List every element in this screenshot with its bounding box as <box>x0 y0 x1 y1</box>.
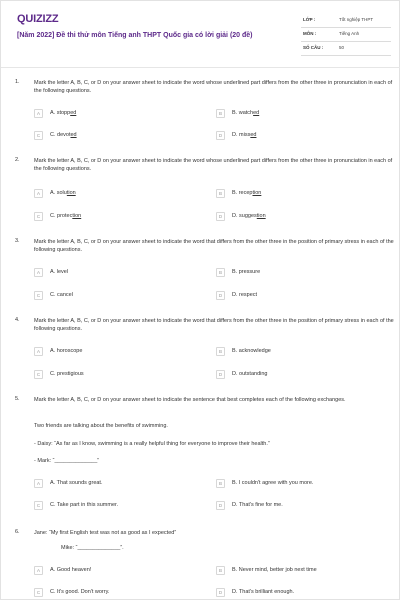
meta-subject-label: MÔN : <box>303 31 317 36</box>
option-letter-box: C <box>34 370 43 379</box>
option-text: B. watched <box>232 110 260 116</box>
question-text: Mark the letter A, B, C, or D on your answer sheet to indicate the word that differs from the other three in the position of primary stress in each of the following questions. <box>34 239 394 253</box>
option-text: B. I couldn't agree with you more. <box>232 480 314 486</box>
option-letter-box: B <box>216 189 225 198</box>
option-text: C. cancel <box>50 292 73 298</box>
option-letter-box: B <box>216 268 225 277</box>
option-text: D. outstanding <box>232 371 268 377</box>
question-text: Mark the letter A, B, C, or D on your answer sheet to indicate the sentence that best completes each of the following exchanges. <box>34 397 346 403</box>
question-context-line: Two friends are talking about the benefits of swimming. <box>34 423 168 429</box>
meta-subject-row <box>301 28 391 42</box>
meta-level-label: LỚP : <box>303 17 316 22</box>
meta-subject-value: Tiếng Anh <box>339 31 360 36</box>
option-letter-box: C <box>34 291 43 300</box>
option-text: D. That's brilliant enough. <box>232 589 295 595</box>
option-text: C. prestigious <box>50 371 84 377</box>
option-letter-box: A <box>34 479 43 488</box>
option-letter-box: A <box>34 347 43 356</box>
meta-level-row <box>301 14 391 28</box>
question-number: 4. <box>15 317 20 323</box>
option-text: C. Take part in this summer. <box>50 502 119 508</box>
option-text: C. It's good. Don't worry. <box>50 589 110 595</box>
option-text: A. horoscope <box>50 348 83 354</box>
option-letter-box: B <box>216 566 225 575</box>
meta-count-label: SỐ CÂU : <box>303 45 324 50</box>
question-context-line: Mike: “______________”. <box>61 545 124 551</box>
option-text: D. That's fine for me. <box>232 502 283 508</box>
option-letter-box: C <box>34 501 43 510</box>
option-letter-box: A <box>34 109 43 118</box>
option-letter-box: D <box>216 291 225 300</box>
question-number: 3. <box>15 238 20 244</box>
meta-count-row <box>301 42 391 56</box>
question-number: 1. <box>15 79 20 85</box>
question-text: Mark the letter A, B, C, or D on your answer sheet to indicate the word whose underlined part differs from the other three in pronunciation in each of the following questions. <box>34 80 393 94</box>
option-letter-box: B <box>216 479 225 488</box>
question-number: 5. <box>15 396 20 402</box>
option-letter-box: D <box>216 131 225 140</box>
meta-count-value: 50 <box>339 45 345 50</box>
option-letter-box: A <box>34 566 43 575</box>
option-letter-box: A <box>34 268 43 277</box>
option-letter-box: D <box>216 588 225 597</box>
option-text: A. solution <box>50 190 76 196</box>
option-letter-box: C <box>34 588 43 597</box>
question-text: Mark the letter A, B, C, or D on your answer sheet to indicate the word that differs from the other three in the position of primary stress in each of the following questions. <box>34 318 394 332</box>
option-letter-box: A <box>34 189 43 198</box>
option-letter-box: C <box>34 212 43 221</box>
worksheet-header <box>1 1 400 65</box>
option-text: A. stopped <box>50 110 77 116</box>
question-context-line: - Daisy: “As far as I know, swimming is a really helpful thing for everyone to improve their health.” <box>34 441 270 447</box>
question-number: 2. <box>15 157 20 163</box>
meta-level-value: Tốt nghiệp THPT <box>339 17 374 22</box>
option-letter-box: B <box>216 347 225 356</box>
question-context-line: - Mark: “______________” <box>34 458 100 464</box>
option-letter-box: B <box>216 109 225 118</box>
option-text: B. acknowledge <box>232 348 271 354</box>
option-letter-box: D <box>216 370 225 379</box>
option-text: C. protection <box>50 213 82 219</box>
question-text: Jane: “My first English test was not as good as I expected” <box>34 530 177 536</box>
option-letter-box: D <box>216 212 225 221</box>
option-letter-box: C <box>34 131 43 140</box>
option-text: D. missed <box>232 132 257 138</box>
option-letter-box: D <box>216 501 225 510</box>
option-text: A. That sounds great. <box>50 480 103 486</box>
option-text: D. respect <box>232 292 258 298</box>
question-number: 6. <box>15 529 20 535</box>
option-text: A. level <box>50 269 69 275</box>
option-text: C. devoted <box>50 132 77 138</box>
option-text: D. suggestion <box>232 213 266 219</box>
option-text: B. Never mind, better job next time <box>232 567 317 573</box>
meta-panel <box>301 14 391 56</box>
option-text: B. reception <box>232 190 262 196</box>
option-text: B. pressure <box>232 269 261 275</box>
option-text: A. Good heaven! <box>50 567 92 573</box>
header-divider <box>1 67 400 68</box>
document-title: [Năm 2022] Đề thi thử môn Tiếng anh THPT Quốc gia có lời giải (20 đề) <box>17 32 253 39</box>
question-text: Mark the letter A, B, C, or D on your answer sheet to indicate the word whose underlined part differs from the other three in pronunciation in each of the following questions. <box>34 158 393 172</box>
quizizz-logo: QUIZIZZ <box>17 13 59 25</box>
